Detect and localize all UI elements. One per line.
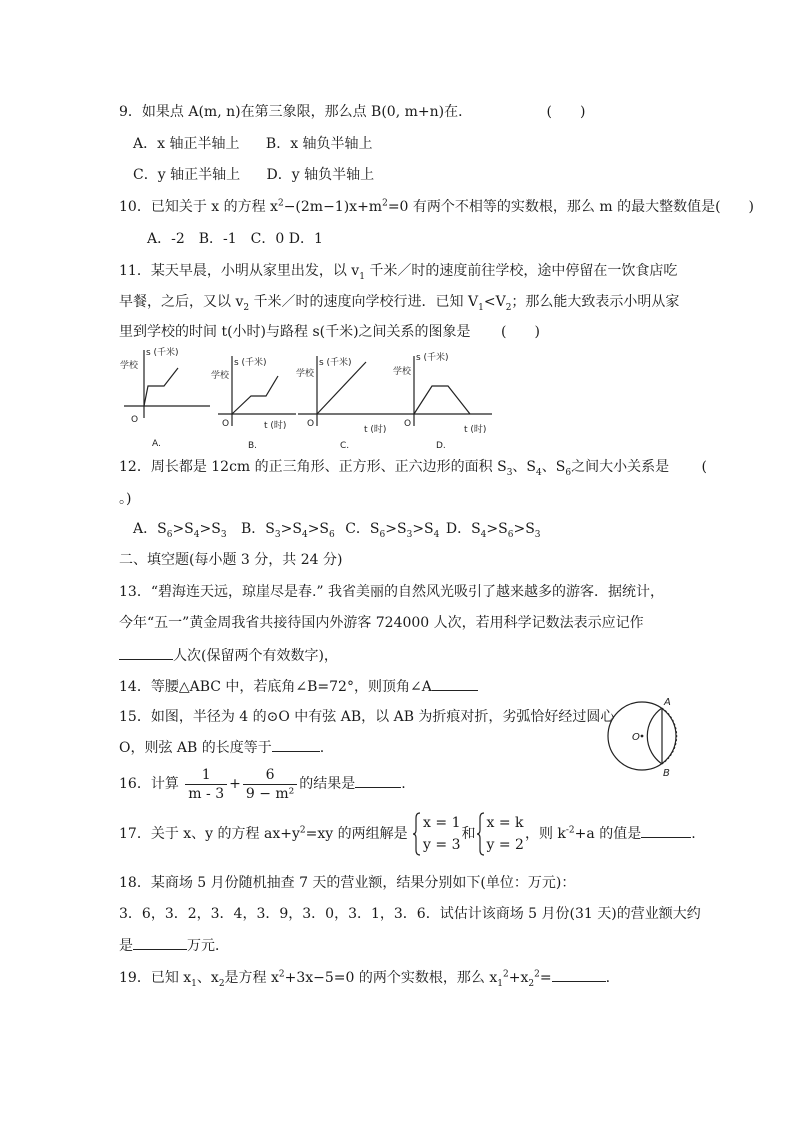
q13-line3	[119, 645, 338, 666]
q13-line2: 今年“五一”黄金周我省共接待国内外游客 724000 人次，若用科学记数法表示应记作	[119, 615, 644, 631]
q19-sup1: 2	[278, 969, 285, 980]
q15-answer-blank[interactable]	[272, 737, 320, 752]
q12-sub3: 3	[506, 467, 513, 478]
graph-c-origin: O	[307, 419, 315, 429]
q11-answer-paren: ( )	[501, 324, 540, 340]
q9-stem	[119, 102, 585, 122]
q15-line1: 15．如图，半径为 4 的⊙O 中有弦 AB，以 AB 为折痕对折，劣弧恰好经过圆心	[119, 709, 615, 725]
graph-c-xlabel: t (时)	[364, 425, 387, 435]
q12-post: 之间大小关系是	[571, 459, 670, 475]
graph-b-xlabel: t (时)	[264, 421, 287, 431]
q16-fraction-2	[243, 766, 297, 803]
q11-l2-post: ；那么能大致表示小明从家	[511, 294, 680, 310]
q11-l2-lt: <V	[483, 294, 506, 310]
q12-options	[133, 519, 541, 539]
q15-center-dot	[641, 735, 644, 738]
q16-den1: m - 3	[188, 785, 225, 802]
q16-pre: 16．计算	[119, 776, 179, 792]
q15-circle-figure	[602, 694, 692, 784]
q11-l1-sub: 1	[359, 271, 365, 282]
q19-answer-blank[interactable]	[552, 967, 606, 982]
q11-graphs	[118, 346, 498, 452]
q18-line2: 3．6，3．2，3．4，3．9，3．0，3．1，3．6．试估计该商场 5 月份(31 天)的营业额大约	[119, 906, 701, 922]
q19-sub1: 1	[191, 978, 197, 989]
graph-c-ylabel: s (千米)	[319, 358, 352, 368]
section2-title: 二、填空题(每小题 3 分，共 24 分)	[119, 552, 343, 568]
q12-stem	[119, 457, 707, 477]
q11-line2	[119, 292, 679, 312]
q17-mid: =xy 的两组解是	[305, 826, 408, 842]
graph-a-origin: O	[131, 415, 139, 425]
q9-answer-paren: ( )	[546, 104, 586, 120]
q10-text-post: =0 有两个不相等的实数根，那么 m 的最大整数值是( )	[387, 199, 755, 215]
q17-sys2-row2: y = 2	[486, 837, 524, 853]
graph-c-label: C.	[340, 441, 350, 451]
q15-label-a: A	[664, 697, 671, 708]
q16-num2: 6	[243, 766, 297, 785]
graph-b-ylabel: s (千米)	[234, 358, 267, 368]
q10-stem	[119, 197, 754, 217]
q17-sys1-row2: y = 3	[423, 837, 461, 853]
q10-sup2: 2	[382, 198, 388, 209]
q17-end: .	[691, 826, 696, 842]
graph-a-school: 学校	[120, 361, 139, 371]
graph-b-school: 学校	[211, 371, 230, 381]
q18-line3-post: 万元．	[187, 938, 229, 954]
q16-den2: 9 − m²	[245, 785, 295, 802]
q11-l2-mid: 千米／时的速度向学校行进．已知 V	[249, 294, 479, 310]
q17-and: 和	[461, 826, 476, 842]
graph-d-xlabel: t (时)	[464, 425, 487, 435]
q19-sub3: 1	[497, 978, 503, 989]
q15-line2-text: O，则弦 AB 的长度等于	[119, 740, 272, 756]
q18-line1: 18．某商场 5 月份随机抽查 7 天的营业额，结果分别如下(单位：万元)：	[119, 875, 576, 891]
q13-answer-blank[interactable]	[119, 645, 173, 660]
q11-line3	[119, 322, 540, 342]
q15-folded-arc	[647, 708, 662, 764]
q12-sub4: 4	[536, 467, 542, 478]
q12-pre: 12．周长都是 12cm 的正三角形、正方形、正六边形的面积 S	[119, 459, 507, 475]
q17-system-2	[477, 812, 524, 856]
q14-text: 14．等腰△ABC 中，若底角∠B=72°，则顶角∠A	[119, 679, 432, 695]
graph-d-label: D.	[436, 441, 446, 451]
q9-option-b: B．x 轴负半轴上	[265, 136, 373, 152]
q12-line2: 。)	[119, 491, 132, 507]
q15-line2-end: .	[319, 740, 325, 756]
q13-line3-text: 人次(保留两个有效数字)，	[173, 648, 338, 664]
q19-end: .	[605, 970, 611, 986]
q17-pre: 17．关于 x、y 的方程 ax+y	[119, 826, 300, 842]
graph-c-school: 学校	[296, 369, 315, 379]
q18-line3-pre: 是	[119, 938, 133, 954]
q15-label-b: B	[663, 768, 670, 779]
q9-text: 9．如果点 A(m, n)在第三象限，那么点 B(0, m+n)在．	[119, 104, 473, 120]
q18-line3	[119, 935, 229, 956]
q10-text-pre: 10．已知关于 x 的方程 x	[119, 199, 278, 215]
q16-post: 的结果是	[299, 776, 356, 792]
q10-sup: 2	[277, 198, 284, 209]
q11-l2-pre: 早餐，之后，又以 v	[119, 294, 244, 310]
graph-a-ylabel: s (千米)	[146, 348, 179, 358]
graph-d-line	[414, 386, 470, 414]
q18-answer-blank[interactable]	[133, 935, 187, 950]
q16-end: .	[401, 776, 406, 792]
q12-comma2: 、S	[541, 459, 566, 475]
q10-options: A．-2 B．-1 C．0 D．1	[147, 231, 323, 247]
q17-sys2-row1: x = k	[486, 815, 524, 831]
q16-plus: +	[229, 776, 241, 792]
q17-brace-1	[413, 812, 421, 856]
q9-options-row2	[133, 165, 374, 185]
q19-sup3: 2	[534, 969, 540, 980]
graph-a-line	[144, 368, 178, 406]
q16-answer-blank[interactable]	[355, 773, 401, 788]
q17-post-sup: -2	[565, 825, 575, 836]
q11-l2-sub: 2	[243, 302, 250, 313]
graph-d-origin: O	[404, 419, 412, 429]
q12-option-b: B．$S_3>S_4>S_6$	[241, 521, 335, 540]
q12-option-a: A．$S_6>S_4>S_3$	[133, 521, 227, 540]
q19-sub2: 2	[218, 978, 225, 989]
q19-sup2: 2	[502, 969, 509, 980]
graph-b-origin: O	[222, 419, 230, 429]
q17-brace-2	[477, 812, 485, 856]
q11-l1-post: 千米／时的速度前往学校，途中停留在一饮食店吃	[364, 263, 678, 279]
q9-option-d: D．y 轴负半轴上	[266, 167, 375, 183]
q11-l3-text: 里到学校的时间 t(小时)与路程 s(千米)之间关系的图象是	[119, 324, 471, 340]
q16-stem	[119, 764, 406, 804]
q9-options-row1	[133, 134, 373, 154]
q19-post: =	[539, 970, 552, 986]
graph-a-label: A.	[152, 439, 161, 449]
q17-post: +a 的值是	[574, 826, 642, 842]
q17-sup: 2	[299, 825, 306, 836]
graph-d-ylabel: s (千米)	[416, 353, 449, 363]
q11-l1-pre: 11．某天早晨，小明从家里出发，以 v	[119, 263, 360, 279]
q12-sub6: 6	[565, 467, 572, 478]
q12-comma1: 、S	[512, 459, 537, 475]
q13-line1: 13．“碧海连天远，琼崖尽是春.” 我省美丽的自然风光吸引了越来越多的游客．据统计，	[119, 584, 665, 600]
q11-line1	[119, 261, 677, 281]
q19-pre: 19．已知 x	[119, 970, 192, 986]
q19-stem	[119, 967, 610, 988]
q19-mid4: +x	[508, 970, 529, 986]
q15-label-o: O	[632, 732, 640, 743]
q17-stem	[119, 812, 696, 856]
q19-sub4: 2	[528, 978, 535, 989]
q17-post-pre: ，则 k	[524, 826, 566, 842]
q10-text-mid: −(2m−1)x+m	[283, 199, 383, 215]
q12-paren-open: (	[701, 459, 707, 475]
q16-fraction-1	[185, 766, 227, 803]
q14-answer-blank[interactable]	[432, 676, 478, 691]
q12-option-c: C．$S_6>S_3>S_4$	[345, 521, 440, 540]
q11-l2-sub2: 2	[505, 302, 512, 313]
q19-mid3: +3x−5=0 的两个实数根，那么 x	[284, 970, 498, 986]
q11-l2-sub1: 1	[478, 302, 484, 313]
graph-d-school: 学校	[393, 367, 412, 377]
graph-c-line	[317, 362, 366, 414]
q16-num1: 1	[185, 766, 227, 785]
q17-answer-blank[interactable]	[641, 823, 691, 838]
q9-option-a: A．x 轴正半轴上	[133, 136, 240, 152]
q19-mid2: 是方程 x	[224, 970, 279, 986]
graph-d	[398, 356, 492, 426]
graph-b-label: B.	[248, 441, 258, 451]
q9-option-c: C．y 轴正半轴上	[133, 167, 241, 183]
q17-sys1-row1: x = 1	[423, 815, 461, 831]
graph-b-line	[232, 376, 278, 414]
q17-system-1	[413, 812, 460, 856]
q19-mid: 、x	[196, 970, 219, 986]
q15-line2	[119, 737, 324, 758]
q14-stem	[119, 676, 478, 697]
q12-option-d: D．$S_4>S_6>S_3$	[445, 521, 541, 540]
